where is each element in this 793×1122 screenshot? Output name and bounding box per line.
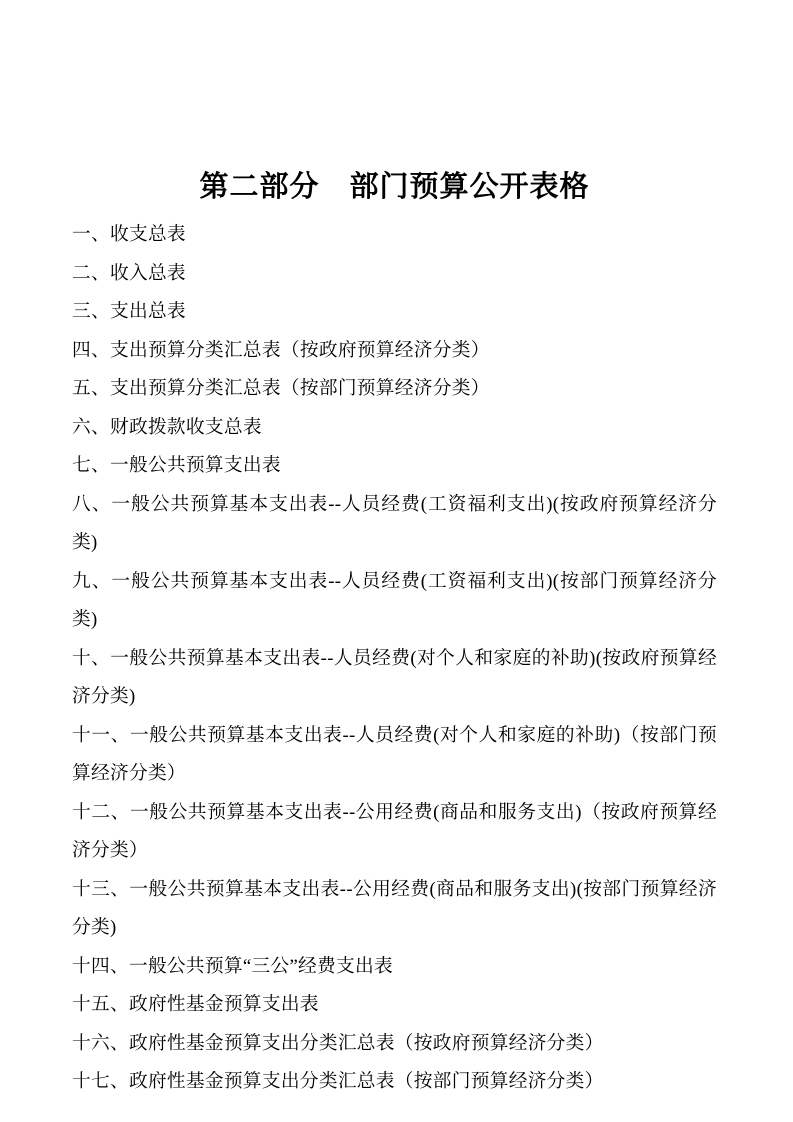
toc-item-2: 二、收入总表 <box>72 262 186 284</box>
toc-item-11: 十一、一般公共预算基本支出表--人员经费(对个人和家庭的补助)（按部门预算经济分类） <box>72 724 717 784</box>
toc-item-9: 九、一般公共预算基本支出表--人员经费(工资福利支出)(按部门预算经济分类) <box>72 570 717 630</box>
table-of-contents <box>72 216 717 1102</box>
toc-item-15: 十五、政府性基金预算支出表 <box>72 994 319 1015</box>
toc-item-14: 十四、一般公共预算“三公”经费支出表 <box>72 955 393 977</box>
toc-item-4: 四、支出预算分类汇总表（按政府预算经济分类） <box>72 339 490 361</box>
toc-item-13: 十三、一般公共预算基本支出表--公用经费(商品和服务支出)(按部门预算经济分类) <box>72 878 717 938</box>
toc-item-16: 十六、政府性基金预算支出分类汇总表（按政府预算经济分类） <box>72 1032 604 1054</box>
document-title: 第二部分 部门预算公开表格 <box>199 171 590 203</box>
toc-item-10: 十、一般公共预算基本支出表--人员经费(对个人和家庭的补助)(按政府预算经济分类) <box>72 647 717 707</box>
toc-item-17: 十七、政府性基金预算支出分类汇总表（按部门预算经济分类） <box>72 1071 604 1092</box>
toc-item-6: 六、财政拨款收支总表 <box>72 416 262 438</box>
toc-item-12: 十二、一般公共预算基本支出表--公用经费(商品和服务支出)（按政府预算经济分类） <box>72 801 717 861</box>
toc-item-3: 三、支出总表 <box>72 301 186 322</box>
toc-item-8: 八、一般公共预算基本支出表--人员经费(工资福利支出)(按政府预算经济分类) <box>72 493 717 553</box>
toc-item-7: 七、一般公共预算支出表 <box>72 455 281 476</box>
toc-item-1: 一、收支总表 <box>72 224 186 245</box>
toc-item-5: 五、支出预算分类汇总表（按部门预算经济分类） <box>72 378 490 399</box>
